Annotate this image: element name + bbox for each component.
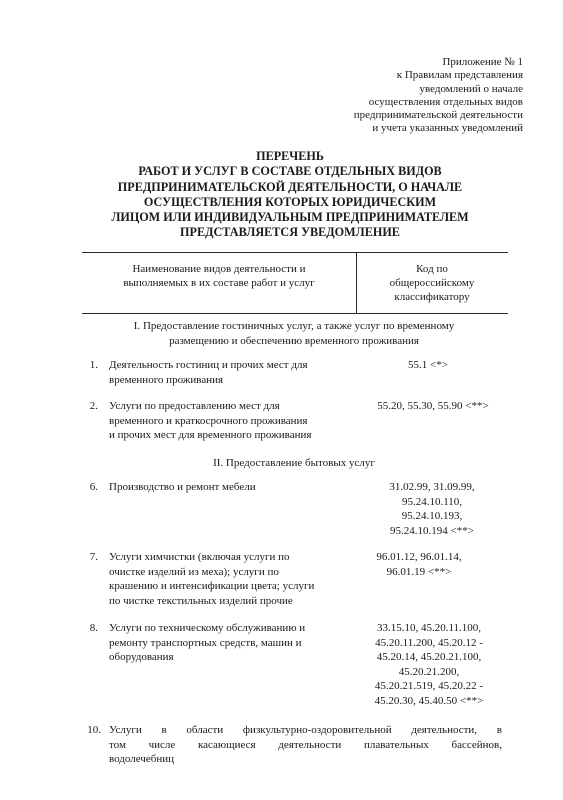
document-title (70, 149, 510, 241)
table-column-divider (356, 252, 357, 313)
header-line: общероссийскому (389, 277, 475, 290)
section-heading (84, 456, 504, 471)
code-line: 45.20.21.519, 45.20.22 - (374, 680, 484, 692)
header-line: выполняемых в их составе работ и услуг (123, 277, 315, 290)
table-header-bottom-border (82, 313, 508, 314)
name-line: очистке изделий из меха); услуги по (109, 565, 279, 578)
name-line: и прочих мест для временного проживания (109, 429, 312, 441)
name-line: по чистке текстильных изделий прочие (109, 594, 293, 607)
code-line: 45.20.14, 45.20.21.100, (376, 651, 482, 663)
name-line: Производство и ремонт мебели (109, 481, 256, 493)
row-code (354, 621, 504, 708)
appendix-line: осуществления отдельных видов (368, 95, 523, 108)
row-code (358, 399, 508, 414)
name-line: том числе касающиеся деятельности плавательных бассейнов, (109, 738, 502, 751)
code-line: 33.15.10, 45.20.11.100, (376, 622, 482, 634)
code-line: 96.01.19 <**> (386, 565, 452, 578)
code-line: 55.20, 55.30, 55.90 <**> (377, 400, 489, 412)
title-line: ПЕРЕЧЕНЬ (256, 149, 324, 163)
title-line: ПРЕДСТАВЛЯЕТСЯ УВЕДОМЛЕНИЕ (180, 225, 400, 240)
name-line: Услуги по техническому обслуживанию и (109, 622, 306, 634)
header-code (358, 262, 506, 305)
title-line: ЛИЦОМ ИЛИ ИНДИВИДУАЛЬНЫМ ПРЕДПРИНИМАТЕЛЕМ (111, 210, 469, 225)
row-number: 2. (89, 400, 98, 412)
row-activity-name (109, 399, 359, 443)
table-top-border (82, 252, 508, 253)
row-number: 10. (87, 724, 101, 736)
name-line: временного проживания (109, 373, 224, 386)
name-line: Услуги по предоставлению мест для (109, 400, 280, 412)
row-activity-name (109, 621, 359, 665)
row-activity-name (109, 480, 359, 495)
name-line: Услуги в области физкультурно-оздоровительной деятельности, в (109, 724, 502, 736)
name-line: ремонту транспортных средств, машин и (109, 636, 302, 649)
code-line: 45.20.11.200, 45.20.12 - (375, 636, 483, 649)
row-number: 1. (89, 359, 98, 371)
appendix-line: Приложение № 1 (442, 56, 523, 68)
section-heading (84, 319, 504, 348)
appendix-line: предпринимательской деятельности (353, 109, 523, 122)
code-line: 45.20.30, 45.40.50 <**> (374, 694, 484, 707)
row-code (353, 358, 503, 373)
title-line: РАБОТ И УСЛУГ В СОСТАВЕ ОТДЕЛЬНЫХ ВИДОВ (138, 164, 442, 179)
name-line: Услуги химчистки (включая услуги по (109, 551, 290, 563)
appendix-line: и учета указанных уведомлений (372, 122, 523, 135)
code-line: 95.24.10.194 <**> (390, 524, 474, 537)
code-line: 55.1 <*> (408, 359, 448, 371)
section-line: размещению и обеспечению временного проживания (169, 334, 419, 347)
name-line: водолечебниц (109, 753, 175, 765)
section-line: I. Предоставление гостиничных услуг, а также услуг по временному (133, 320, 455, 332)
row-number: 8. (89, 622, 98, 634)
header-activity-name (84, 262, 354, 290)
appendix-note (323, 56, 523, 136)
name-line: временного и краткосрочного проживания (109, 414, 308, 427)
header-line: Наименование видов деятельности и (132, 263, 306, 275)
name-line: оборудования (109, 651, 174, 663)
code-line: 95.24.10.110, (401, 495, 463, 508)
code-line: 95.24.10.193, (401, 510, 463, 522)
appendix-line: к Правилам представления (396, 69, 523, 82)
row-number: 6. (89, 481, 98, 493)
code-line: 45.20.21.200, (398, 665, 460, 678)
row-number: 7. (89, 551, 98, 563)
row-activity-name (109, 358, 359, 387)
section-line: II. Предоставление бытовых услуг (213, 457, 375, 469)
row-code (357, 480, 507, 538)
header-line: Код по (416, 263, 448, 275)
row-activity-name (109, 550, 359, 608)
row-code (344, 550, 494, 579)
code-line: 31.02.99, 31.09.99, (389, 481, 475, 493)
appendix-line: уведомлений о начале (419, 82, 523, 95)
name-line: Деятельность гостиниц и прочих мест для (109, 359, 308, 371)
row-activity-name (109, 723, 502, 767)
header-line: классификатору (394, 291, 470, 304)
title-line: ПРЕДПРИНИМАТЕЛЬСКОЙ ДЕЯТЕЛЬНОСТИ, О НАЧАЛЕ (117, 179, 463, 194)
name-line: крашению и интенсификации цвета; услуги (109, 580, 315, 592)
title-line: ОСУЩЕСТВЛЕНИЯ КОТОРЫХ ЮРИДИЧЕСКИМ (143, 194, 437, 209)
code-line: 96.01.12, 96.01.14, (376, 551, 462, 563)
